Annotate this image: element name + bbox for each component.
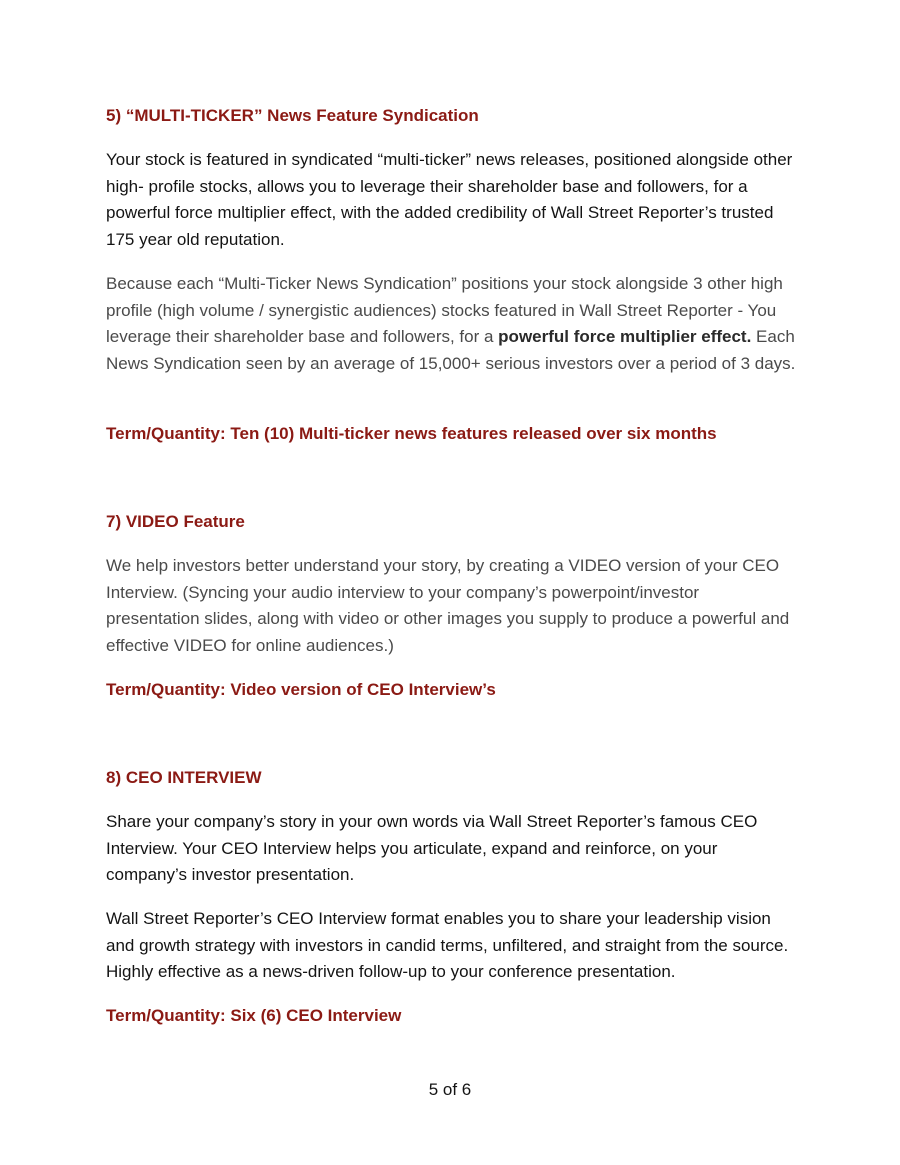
- section-5-paragraph-2-text-end: Each News Syndication seen by an average of 15,000+ serious investors over a period of 3 days.: [106, 327, 796, 373]
- section-8-term: Term/Quantity: Six (6) CEO Interview: [106, 1006, 402, 1025]
- section-8-paragraph-2: Wall Street Reporter’s CEO Interview format enables you to share your leadership vision and growth strategy with investors in candid terms, unfiltered, and straight from the source. Highly effective as a news-driven follow-up to your conference presentation.: [106, 909, 789, 981]
- section-7-paragraph-1: We help investors better understand your story, by creating a VIDEO version of your CEO Interview. (Syncing your audio interview to your company’s powerpoint/investor presentation slides, along with video or other images you supply to produce a powerful and effective VIDEO for online audiences.): [106, 556, 790, 655]
- section-8-paragraph-1: Share your company’s story in your own words via Wall Street Reporter’s famous CEO Interview. Your CEO Interview helps you articulate, expand and reinforce, on your company’s investor presentation.: [106, 812, 758, 884]
- section-5-paragraph-2: [106, 271, 796, 377]
- section-8-heading: 8) CEO INTERVIEW: [106, 768, 262, 787]
- page-number: 5 of 6: [428, 1080, 472, 1099]
- section-7-term: Term/Quantity: Video version of CEO Interview’s: [106, 680, 496, 699]
- section-5-term: Term/Quantity: Ten (10) Multi-ticker news features released over six months: [106, 424, 717, 443]
- section-7-heading: 7) VIDEO Feature: [106, 512, 245, 531]
- section-5-paragraph-2-text: Because each “Multi-Ticker News Syndication” positions your stock alongside 3 other high profile (high volume / synergistic audiences) stocks featured in Wall Street Reporter - You leverage their shareholder base and followers, for a: [106, 274, 783, 346]
- section-5-paragraph-1: Your stock is featured in syndicated “multi-ticker” news releases, positioned alongside other high- profile stocks, allows you to leverage their shareholder base and followers, for a powerful force multiplier effect, with the added credibility of Wall Street Reporter’s trusted 175 year old reputation.: [106, 150, 793, 249]
- section-5-heading: 5) “MULTI-TICKER” News Feature Syndication: [106, 106, 479, 125]
- section-5-paragraph-2-emphasis: powerful force multiplier effect.: [498, 327, 752, 346]
